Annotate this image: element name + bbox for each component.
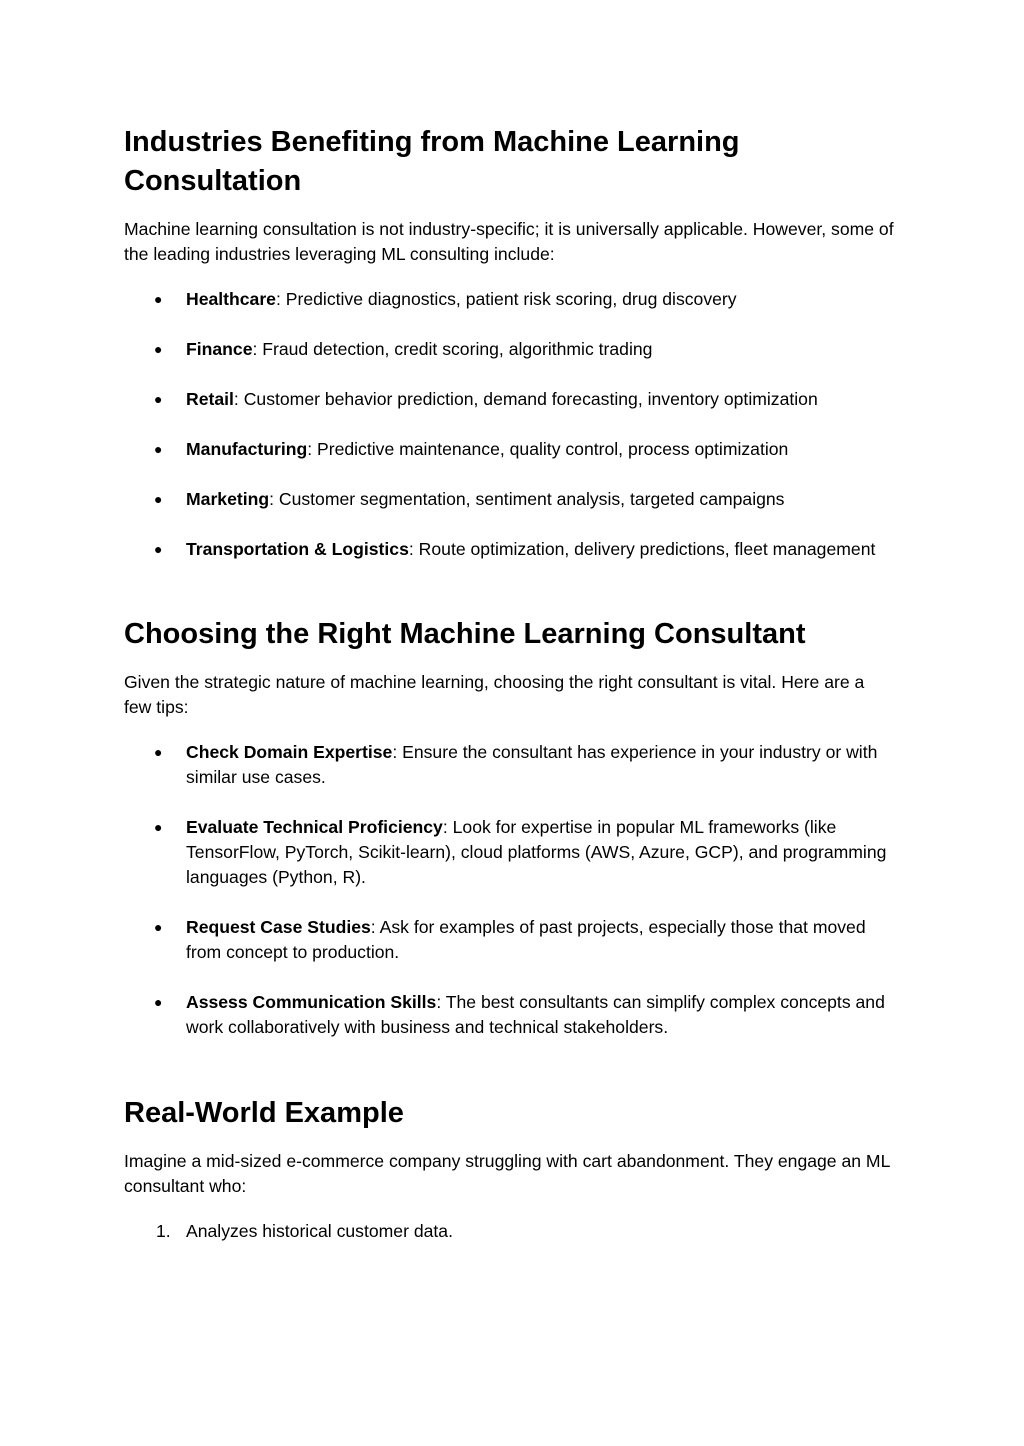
industries-list [124,287,894,562]
bullet-icon: ● [154,819,163,835]
list-item [124,1219,894,1244]
list-item [124,915,894,965]
list-item-text: : Ensure the consultant has experience in your industry or with similar use cases. [186,742,878,787]
list-item-term: Retail [186,389,234,409]
tips-list [124,740,894,1040]
section-intro-choosing-consultant: Given the strategic nature of machine learning, choosing the right consultant is vital. Here are a few tips: [124,672,865,717]
bullet-icon: ● [154,919,163,935]
list-item [124,815,894,890]
list-item-term: Evaluate Technical Proficiency [186,817,443,837]
list-item-term: Finance [186,339,253,359]
list-item-text: : Ask for examples of past projects, especially those that moved from concept to production. [186,917,866,962]
list-item-text: : Fraud detection, credit scoring, algorithmic trading [252,339,653,359]
list-item [124,437,894,462]
bullet-icon: ● [154,291,163,307]
list-item-term: Request Case Studies [186,917,371,937]
list-item [124,287,894,312]
list-item [124,337,894,362]
list-item-term: Manufacturing [186,439,308,459]
bullet-icon: ● [154,441,163,457]
section-intro-real-world-example: Imagine a mid-sized e-commerce company struggling with cart abandonment. They engage an ML consultant who: [124,1151,890,1196]
list-item-text: : Customer segmentation, sentiment analysis, targeted campaigns [269,489,785,509]
list-item-term: Marketing [186,489,270,509]
list-item [124,387,894,412]
list-item-term: Healthcare [186,289,276,309]
list-item-text: : Customer behavior prediction, demand forecasting, inventory optimization [233,389,818,409]
steps-list [124,1219,894,1244]
bullet-icon: ● [154,491,163,507]
list-item-term: Check Domain Expertise [186,742,393,762]
bullet-icon: ● [154,391,163,407]
list-item-text: : Look for expertise in popular ML frameworks (like TensorFlow, PyTorch, Scikit-learn), cloud platforms (AWS, Azure, GCP), and programming languages (Python, R). [186,817,887,887]
section-heading-industries: Industries Benefiting from Machine Learning Consultation [124,126,740,197]
list-item-text: Analyzes historical customer data. [186,1221,453,1241]
bullet-icon: ● [154,541,163,557]
list-item-text: : Route optimization, delivery predictions, fleet management [408,539,876,559]
list-item [124,990,894,1040]
bullet-icon: ● [154,744,163,760]
list-item [124,740,894,790]
section-heading-real-world-example: Real-World Example [124,1097,404,1129]
list-item [124,487,894,512]
list-item-number: 1. [156,1221,171,1241]
list-item-text: : The best consultants can simplify complex concepts and work collaboratively with business and technical stakeholders. [186,992,885,1037]
list-item [124,537,894,562]
list-item-term: Assess Communication Skills [186,992,437,1012]
bullet-icon: ● [154,341,163,357]
list-item-text: : Predictive diagnostics, patient risk scoring, drug discovery [275,289,737,309]
bullet-icon: ● [154,994,163,1010]
list-item-text: : Predictive maintenance, quality control, process optimization [307,439,789,459]
section-intro-industries: Machine learning consultation is not industry-specific; it is universally applicable. However, some of the leading industries leveraging ML consulting include: [124,219,894,264]
list-item-term: Transportation & Logistics [186,539,409,559]
section-heading-choosing-consultant: Choosing the Right Machine Learning Consultant [124,618,806,650]
